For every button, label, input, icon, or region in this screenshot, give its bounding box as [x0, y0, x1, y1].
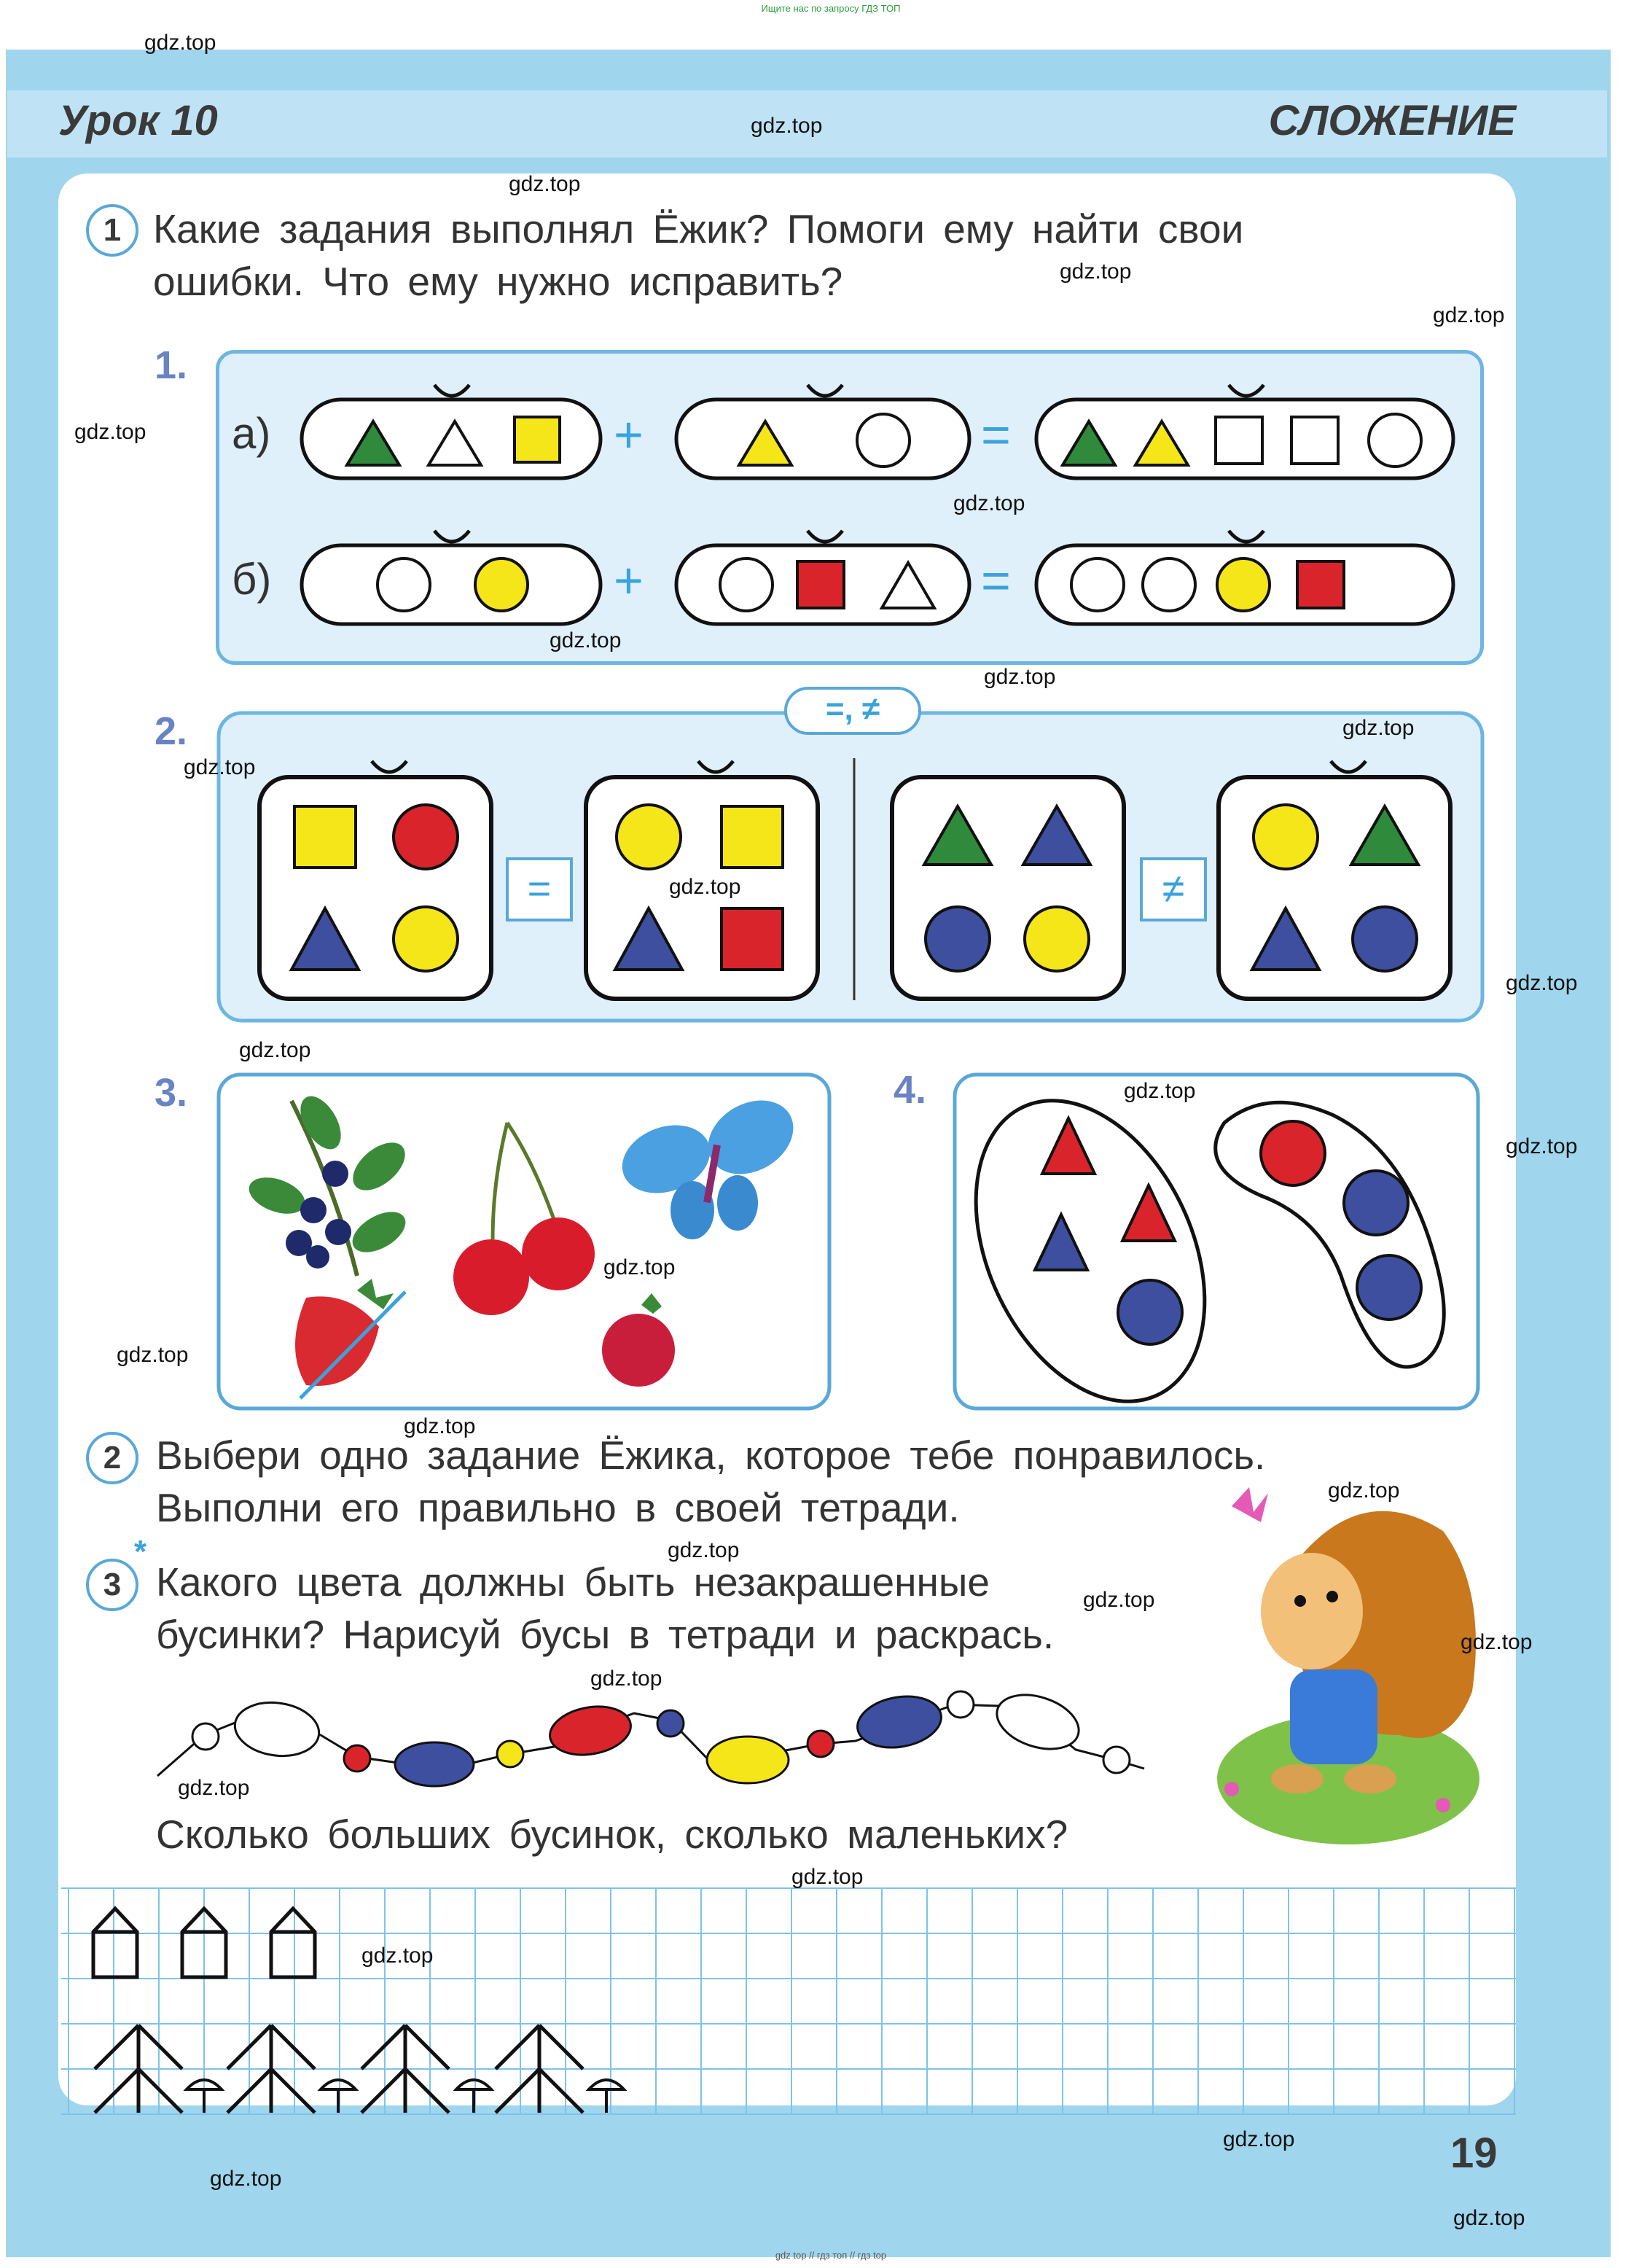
watermark: gdz.top [184, 755, 256, 779]
watermark: gdz.top [117, 1343, 189, 1367]
watermark: gdz.top [1506, 971, 1578, 995]
white-circle [857, 414, 910, 467]
watermark: gdz.top [210, 2167, 282, 2191]
legend-text: =, ≠ [825, 691, 880, 727]
task-3-number: 3 [86, 1559, 138, 1611]
watermark: gdz.top [144, 31, 216, 55]
task-1-number: 1 [86, 204, 138, 257]
watermark: gdz.top [953, 491, 1025, 515]
task-2-line2: Выполни его правильно в своей тетради. [156, 1485, 960, 1530]
row-a-group-3 [1036, 385, 1453, 478]
row-b-group-1 [302, 531, 601, 624]
watermark: gdz.top [1060, 260, 1132, 284]
subtask-1-number: 1. [155, 343, 188, 387]
bead-necklace [157, 1686, 1144, 1786]
watermark: gdz.top [1342, 716, 1415, 740]
subtask-2-number: 2. [155, 709, 188, 753]
row-b-label: б) [232, 555, 272, 604]
task-3-question: Сколько больших бусинок, сколько маленьких? [156, 1812, 1068, 1857]
watermark: gdz.top [1453, 2206, 1525, 2230]
watermark: gdz.top [590, 1667, 662, 1691]
topic-title: СЛОЖЕНИЕ [1268, 97, 1516, 144]
watermark: gdz.top [669, 875, 741, 899]
watermark: gdz.top [984, 665, 1056, 689]
task-3-line1: Какого цвета должны быть незакрашенные [156, 1559, 990, 1605]
watermark: gdz.top [1506, 1134, 1578, 1158]
subtask-4-number: 4. [894, 1068, 927, 1112]
hedgehog-illustration [1217, 1487, 1479, 1844]
task-1-text-line2: ошибки. Что ему нужно исправить? [153, 259, 843, 304]
equals-sign-a: = [981, 406, 1011, 463]
watermark: gdz.top [791, 1865, 864, 1889]
task-2-line1: Выбери одно задание Ёжика, которое тебе понравилось. [156, 1433, 1266, 1478]
grid-drawings [93, 1909, 624, 2113]
row-b-group-3 [1036, 531, 1453, 624]
equal-sign-box: = [527, 865, 552, 911]
watermark: gdz.top [1461, 1630, 1533, 1654]
watermark: gdz.top [603, 1255, 676, 1279]
task-3-star: * [134, 1534, 147, 1570]
lesson-title: Урок 10 [58, 97, 218, 144]
plus-sign-b: + [614, 552, 644, 609]
not-equal-sign-box: ≠ [1162, 865, 1185, 911]
watermark: gdz.top [74, 420, 146, 444]
plus-sign-a: + [614, 406, 644, 463]
watermark: gdz.top [1328, 1478, 1400, 1503]
watermark: gdz.top [1433, 303, 1505, 327]
watermark: gdz.top [550, 628, 622, 652]
watermark: gdz.top [361, 1944, 434, 1968]
row-b-group-2 [676, 531, 969, 624]
bottom-note: gdz top // гдз топ // гдз top [775, 2250, 887, 2261]
page-number: 19 [1450, 2129, 1498, 2177]
watermark: gdz.top [178, 1776, 250, 1800]
watermark: gdz.top [509, 172, 581, 196]
watermark: gdz.top [751, 114, 823, 138]
row-a-group-1 [302, 385, 601, 478]
row-a-group-2 [676, 385, 969, 478]
task-2-number: 2 [86, 1432, 138, 1484]
subtask-3-number: 3. [155, 1071, 188, 1115]
watermark: gdz.top [1223, 2127, 1295, 2151]
watermark: gdz.top [1083, 1588, 1155, 1612]
row-a-label: а) [232, 409, 271, 458]
yellow-square [515, 417, 560, 462]
watermark: gdz.top [239, 1038, 311, 1062]
task-3-line2: бусинки? Нарисуй бусы в тетради и раскрась. [156, 1612, 1055, 1657]
watermark: gdz.top [668, 1538, 740, 1562]
watermark: gdz.top [1124, 1079, 1196, 1103]
watermark: gdz.top [404, 1414, 476, 1438]
equals-sign-b: = [981, 552, 1011, 609]
top-note: Ищите нас по запросу ГДЗ ТОП [761, 3, 901, 14]
task-1-text-line1: Какие задания выполнял Ёжик? Помоги ему найти свои [153, 206, 1244, 252]
